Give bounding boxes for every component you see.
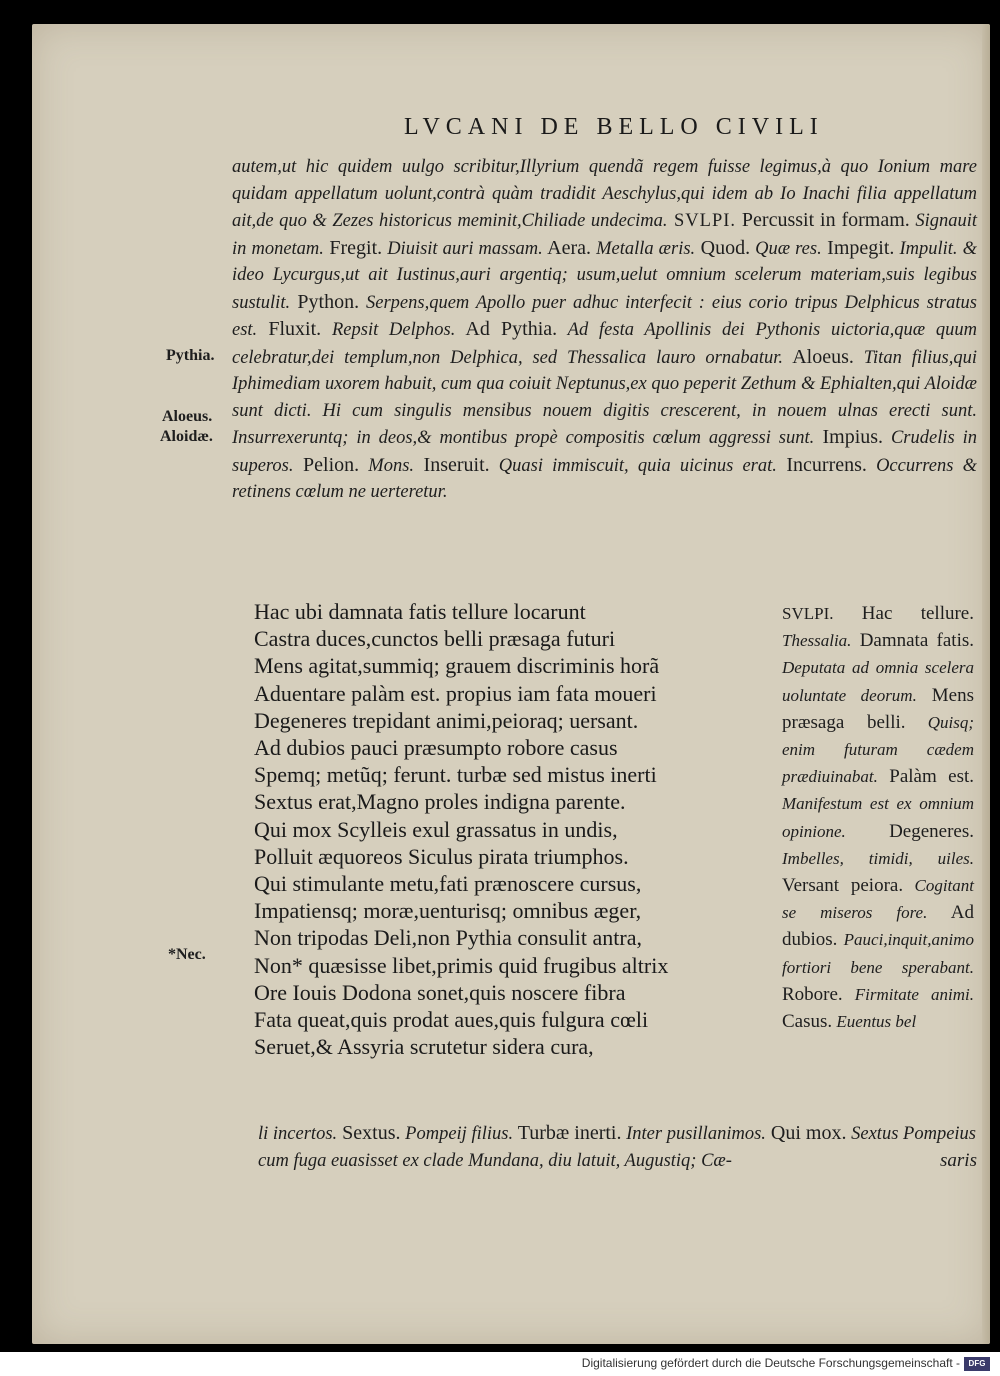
gloss: Occurrens & retinens cœlum ne uerteretur.	[232, 455, 977, 502]
gloss: Cogitant se miseros fore.	[782, 876, 974, 923]
lemma: Degeneres.	[845, 820, 974, 842]
lemma: Pelion.	[293, 453, 360, 476]
gloss: Serpens,quem Apollo puer adhuc interfecit : eius corio tripus Delphicus stratus est.	[232, 292, 977, 340]
gloss: Crudelis in superos.	[232, 428, 977, 476]
gloss: Mons.	[359, 455, 415, 476]
gloss: Quæ res.	[750, 238, 822, 259]
lemma: Casus.	[782, 1011, 833, 1033]
lemma: Versant peiora.	[782, 875, 904, 897]
gloss: Metalla æris.	[591, 238, 696, 259]
margin-note-nec: *Nec.	[168, 946, 206, 963]
verse-line: Sextus erat,Magno proles indigna parente.	[254, 789, 626, 815]
margin-note-aloidae: Aloidæ.	[160, 428, 213, 445]
commentary-bottom	[258, 1120, 976, 1175]
lemma: Impius.	[814, 426, 884, 448]
margin-note-pythia: Pythia.	[166, 347, 215, 364]
margin-note-aloeus: Aloeus.	[162, 408, 213, 425]
catchword: saris	[940, 1150, 977, 1171]
gloss: Signauit in monetam.	[232, 211, 977, 259]
gloss: Euentus bel	[832, 1012, 917, 1032]
lemma: Aera.	[542, 236, 591, 259]
lemma: Python.	[290, 290, 360, 313]
gloss: Quasi immiscuit, quia uicinus erat.	[489, 455, 777, 476]
verse-line: Mens agitat,summiq; grauem discriminis horã	[254, 653, 660, 679]
lemma: Quod.	[695, 236, 751, 259]
gloss: Impulit. & ideo Lycurgus,ut ait Iustinus,auri argentiq; usum,uelut omnium scelerum materiam,suis legibus sustulit.	[232, 238, 977, 313]
lemma: Turbæ inerti.	[513, 1122, 622, 1144]
gloss: Diuisit auri massam.	[382, 238, 543, 259]
running-head: LVCANI DE BELLO CIVILI	[404, 114, 824, 140]
lemma: Damnata fatis.	[851, 630, 974, 652]
verse-line: Polluit æquoreos Siculus pirata triumphos.	[254, 843, 629, 869]
footer-credit: Digitalisierung gefördert durch die Deutsche Forschungsgemeinschaft -	[581, 1356, 960, 1370]
gloss: autem,ut hic quidem uulgo scribitur,Illyrium quendã regem fuisse legimus,à quo Ionium mare quidam appellatum uolunt,contrà quàm tradidit Aeschylus,qui idem ab Io Inachi filia appellatum ait,de quo & Zezes historicus meminit,Chiliade undecima.	[232, 157, 977, 231]
lemma: Palàm est.	[877, 766, 974, 788]
lemma: Percussit in formam.	[736, 209, 910, 231]
verse-line: Ad dubios pauci præsumpto robore casus	[254, 735, 618, 761]
lemma: Sextus.	[337, 1122, 401, 1144]
footer-bar	[0, 1352, 1000, 1376]
gloss: Firmitate animi.	[842, 984, 974, 1004]
gloss: Inter pusillanimos.	[621, 1124, 766, 1144]
lemma: Fregit.	[323, 236, 383, 259]
gloss: Pauci,inquit,animo fortiori bene sperabant.	[782, 930, 974, 977]
lemma: Inseruit.	[414, 453, 490, 476]
verse-line: Degeneres trepidant animi,peioraq; uersant.	[254, 707, 639, 733]
verse-line: Seruet,& Assyria scrutetur sidera cura,	[254, 1034, 594, 1060]
verse-line: Non tripodas Deli,non Pythia consulit antra,	[254, 925, 642, 951]
commentary-side	[782, 600, 974, 1035]
author-tag: SVLPI.	[667, 211, 737, 231]
gloss: Pompeij filius.	[400, 1124, 514, 1144]
verse-line: Aduentare palàm est. propius iam fata moueri	[254, 680, 657, 706]
lemma: Hac tellure.	[833, 603, 974, 624]
verse-line: Fata queat,quis prodat aues,quis fulgura cœli	[254, 1007, 649, 1033]
verse-line: Qui mox Scylleis exul grassatus in undis,	[254, 816, 618, 842]
commentary-top	[232, 154, 977, 506]
lemma: Fluxit.	[257, 318, 322, 340]
lemma: Mens præsaga belli.	[782, 684, 974, 733]
gloss: Quisq; enim futuram cædem prædiuinabat.	[782, 712, 974, 787]
lemma: Aloeus.	[783, 345, 854, 368]
verse-line: Qui stimulante metu,fati prænoscere cursus,	[254, 871, 642, 897]
author-tag: SVLPI.	[782, 604, 834, 623]
dfg-logo: DFG	[964, 1357, 990, 1371]
verse-line: Spemq; metũq; ferunt. turbæ sed mistus inerti	[254, 762, 657, 788]
gloss: Ad festa Apollinis dei Pythonis uictoria,quæ quum celebratur,dei templum,non Delphica, sed Thessalica lauro ornabatur.	[232, 320, 977, 368]
book-page	[32, 24, 990, 1344]
verse-line: Hac ubi damnata fatis tellure locarunt	[254, 599, 586, 624]
lemma: Ad dubios.	[782, 902, 974, 951]
verse-block	[254, 598, 774, 1060]
gloss: Titan filius,qui Iphimediam uxorem habuit, cum qua coiuit Neptunus,ex quo peperit Zethum & Ephialten,qui Aloidæ sunt dicti. Hi cum singulis mensibus nouem digitis crescerent, in nouem ulnas erecti sunt. Insurrexeruntq; in deos,& montibus propè compositis cœlum aggressi sunt.	[232, 347, 977, 448]
verse-line: Castra duces,cunctos belli præsaga futuri	[254, 626, 616, 652]
lemma: Impegit.	[821, 236, 895, 259]
gloss: Manifestum est ex omnium opinione.	[782, 794, 974, 841]
verse-line: Non* quæsisse libet,primis quid frugibus altrix	[254, 952, 669, 978]
lemma: Qui mox.	[765, 1122, 847, 1144]
verse-line: Impatiensq; moræ,uenturisq; omnibus æger,	[254, 898, 642, 924]
gloss: Imbelles, timidi, uiles.	[782, 848, 974, 868]
gloss: Thessalia.	[782, 631, 852, 651]
page-edge	[982, 24, 990, 1344]
lemma: Robore.	[782, 983, 843, 1005]
gloss: Repsit Delphos.	[321, 320, 456, 340]
gloss: Sextus Pompeius cum fuga euasisset ex clade Mundana, diu latuit, Augustiq; Cæ-	[258, 1124, 976, 1171]
lemma: Incurrens.	[776, 453, 867, 476]
gloss: li incertos.	[258, 1124, 338, 1144]
lemma: Ad Pythia.	[455, 318, 558, 340]
gloss: Deputata ad omnia scelera uoluntate deorum.	[782, 658, 974, 705]
verse-line: Ore Iouis Dodona sonet,quis noscere fibra	[254, 979, 626, 1005]
